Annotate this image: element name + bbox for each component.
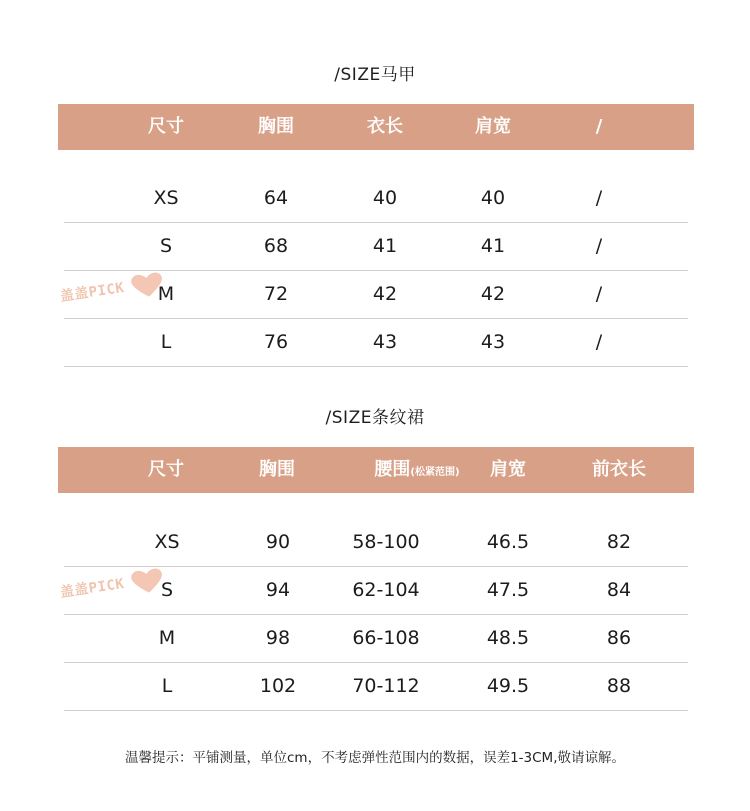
cell: 42 [480,283,506,305]
cell: 62-104 [352,579,420,601]
cell: L [161,675,173,697]
vest-row-l [64,318,688,367]
cell: 76 [263,331,289,353]
cell: 48.5 [486,627,530,649]
cell: 42 [372,283,398,305]
vest-header-extra: / [595,116,603,137]
pick-label: 盖盖PICK [59,576,126,601]
skirt-header-chest: 胸围 [259,459,295,480]
skirt-header-size: 尺寸 [148,459,184,480]
cell: 86 [606,627,632,649]
cell: 58-100 [352,531,420,553]
vest-header-chest: 胸围 [258,116,294,137]
skirt-size-title: /SIZE条纹裙 [325,408,425,428]
cell: 40 [480,187,506,209]
skirt-header-shoulder: 肩宽 [490,459,526,480]
cell: 47.5 [486,579,530,601]
measurement-footnote: 温馨提示：平铺测量，单位cm，不考虑弹性范围内的数据，误差1-3CM,敬请谅解。 [125,750,625,766]
vest-header-size: 尺寸 [148,116,184,137]
skirt-header-waist [374,447,459,493]
cell: 72 [263,283,289,305]
vest-row-xs [64,174,688,223]
vest-header-length: 衣长 [367,116,403,137]
cell: 88 [606,675,632,697]
cell: 68 [263,235,289,257]
cell: 82 [606,531,632,553]
cell: 43 [372,331,398,353]
cell: 98 [265,627,291,649]
cell: S [159,235,173,257]
cell: / [595,235,603,257]
cell: 66-108 [352,627,420,649]
cell: M [157,283,175,305]
vest-header-row [58,104,694,150]
cell: S [160,579,174,601]
cell: 46.5 [486,531,530,553]
cell: 64 [263,187,289,209]
skirt-row-l [64,662,688,711]
skirt-header-front-length: 前衣长 [592,459,646,480]
skirt-header-row [58,447,694,493]
skirt-row-m [64,614,688,663]
heart-icon [128,566,165,594]
cell: 94 [265,579,291,601]
vest-row-s [64,222,688,271]
cell: 41 [480,235,506,257]
cell: L [160,331,172,353]
cell: 43 [480,331,506,353]
waist-note: (松紧范围) [410,467,460,478]
cell: 40 [372,187,398,209]
heart-icon [128,270,165,298]
cell: 102 [259,675,297,697]
cell: 84 [606,579,632,601]
vest-header-shoulder: 肩宽 [475,116,511,137]
cell: 70-112 [352,675,420,697]
cell: XS [154,531,180,553]
cell: / [595,331,603,353]
cell: XS [153,187,179,209]
cell: 90 [265,531,291,553]
skirt-row-xs [64,518,688,567]
cell: / [595,187,603,209]
cell: 41 [372,235,398,257]
cell: / [595,283,603,305]
waist-label: 腰围 [374,459,411,480]
cell: 49.5 [486,675,530,697]
vest-size-title: /SIZE马甲 [334,65,416,85]
cell: M [158,627,176,649]
pick-label: 盖盖PICK [59,280,126,305]
